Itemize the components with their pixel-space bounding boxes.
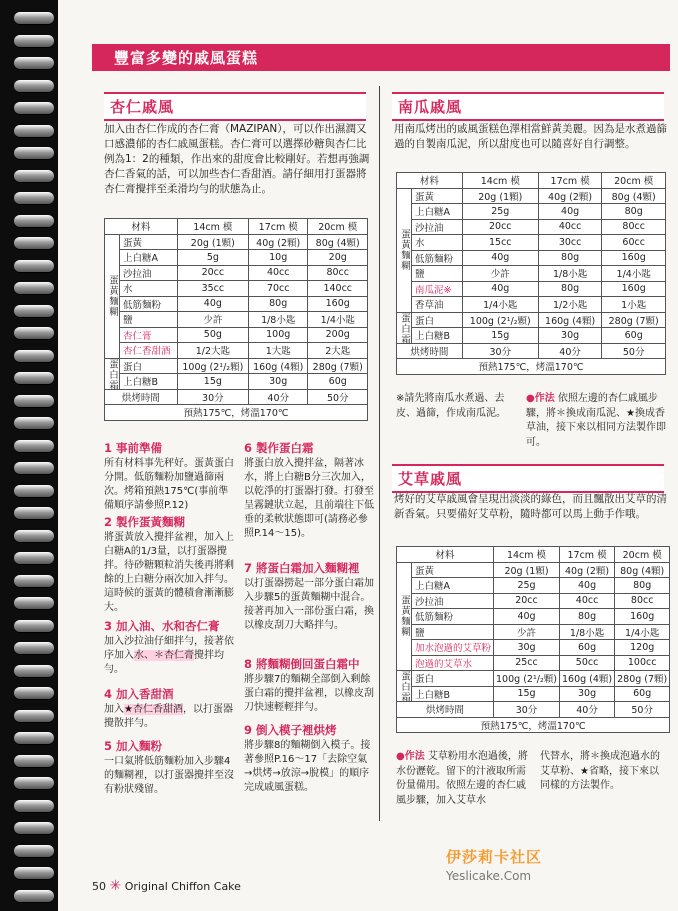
spiral-binding bbox=[0, 0, 58, 911]
watermark-community: 伊莎莉卡社区 bbox=[446, 848, 543, 866]
ingredient-name: 低筋麵粉 bbox=[120, 296, 178, 312]
ingredient-amount: 30g bbox=[538, 328, 602, 344]
binding-ring bbox=[14, 530, 54, 542]
pumpkin-recipe-table bbox=[396, 172, 666, 375]
table-row bbox=[105, 234, 368, 250]
ingredient-name: 蛋白 bbox=[120, 358, 178, 374]
ingredient-amount: 25g bbox=[462, 204, 538, 220]
bake-time-value: 50分 bbox=[602, 343, 666, 359]
group-label-white: 蛋白霜 bbox=[397, 671, 412, 702]
table-header-row bbox=[397, 547, 670, 563]
table-row bbox=[105, 281, 368, 297]
bake-time-value: 50分 bbox=[615, 702, 670, 718]
ingredient-amount: 80g bbox=[615, 578, 670, 594]
almond-title-bar bbox=[104, 92, 366, 121]
table-header-cell: 14cm 模 bbox=[494, 547, 560, 563]
mugwort-method-right: 代替水，將＊換成泡過水的艾草粉、★省略，接下來以同樣的方法製作。 bbox=[540, 751, 660, 791]
binding-ring bbox=[14, 57, 54, 69]
preheat-note: 預熱175℃，烤溫170℃ bbox=[397, 359, 666, 375]
ingredient-amount: 80g (4顆) bbox=[308, 234, 368, 250]
ingredient-amount: 30g bbox=[494, 640, 560, 656]
table-header-cell: 17cm 模 bbox=[559, 547, 614, 563]
ingredient-name: 蛋黃 bbox=[412, 188, 463, 204]
mugwort-title: 艾草戚風 bbox=[398, 470, 463, 488]
ingredient-name: 上白糖A bbox=[412, 578, 494, 594]
ingredient-amount: 20g (1顆) bbox=[177, 234, 248, 250]
binding-ring bbox=[14, 12, 54, 24]
ingredient-amount: 100cc bbox=[615, 655, 670, 671]
ingredient-amount: 40g bbox=[538, 204, 602, 220]
bake-time-value: 30分 bbox=[177, 389, 248, 405]
ingredient-amount: 100g (2¹/₂顆) bbox=[177, 358, 248, 374]
pumpkin-method bbox=[526, 392, 666, 450]
ingredient-name: 加水泡過的艾草粉 bbox=[412, 640, 494, 656]
step-4-body bbox=[104, 703, 234, 731]
binding-ring bbox=[14, 372, 54, 384]
binding-ring bbox=[14, 35, 54, 47]
mugwort-title-bar bbox=[392, 464, 664, 493]
step-7-body: 以打蛋器撈起一部分蛋白霜加入步驟5的蛋黃麵糊中混合。接著再加入一部份蛋白霜，換以橡皮刮刀大略拌勻。 bbox=[244, 578, 374, 631]
ingredient-name: 杏仁香甜酒 bbox=[120, 343, 178, 359]
mugwort-recipe-table bbox=[396, 546, 670, 733]
ingredient-amount: 少許 bbox=[462, 266, 538, 282]
step-2-title: 2 製作蛋黃麵糊 bbox=[104, 515, 186, 529]
ingredient-name: 鹽 bbox=[412, 624, 494, 640]
binding-ring bbox=[14, 440, 54, 452]
bake-time-value: 40分 bbox=[559, 702, 614, 718]
ingredient-amount: 40g (2顆) bbox=[559, 562, 614, 578]
ingredient-amount: 15cc bbox=[462, 235, 538, 251]
mugwort-intro: 烤好的艾草戚風會呈現出淡淡的綠色，而且飄散出艾草的清新香氣。只要備好艾草粉，隨時都可以馬上動手作哦。 bbox=[394, 493, 667, 520]
ingredient-amount: 1/4小匙 bbox=[462, 297, 538, 313]
ingredient-amount: 160g bbox=[602, 281, 666, 297]
ingredient-amount: 40g bbox=[462, 281, 538, 297]
table-header-cell: 17cm 模 bbox=[538, 173, 602, 189]
asterisk-icon: ✳ bbox=[109, 878, 122, 894]
step-9-body: 將步驟8的麵糊倒入模子。接著參照P.16～17「去除空氣→烘烤→放涼→脫模」的順序完成戚風蛋糕。 bbox=[244, 740, 371, 793]
ingredient-amount: 1/4小匙 bbox=[602, 266, 666, 282]
table-header-row bbox=[105, 219, 368, 235]
table-row bbox=[105, 265, 368, 281]
ingredient-amount: 100g (2¹/₂顆) bbox=[462, 312, 538, 328]
bake-time-value: 40分 bbox=[248, 389, 308, 405]
binding-ring bbox=[14, 170, 54, 182]
ingredient-amount: 30g bbox=[248, 374, 308, 390]
step-9-title: 9 倒入模子裡烘烤 bbox=[244, 723, 337, 737]
ingredient-amount: 20cc bbox=[494, 593, 560, 609]
ingredient-name: 杏仁膏 bbox=[120, 327, 178, 343]
ingredient-name: 蛋黃 bbox=[120, 234, 178, 250]
step-8-body: 將步驟7的麵糊全部倒入剩餘蛋白霜的攪拌盆裡，以橡皮刮刀快速輕輕拌勻。 bbox=[244, 674, 374, 713]
step-5 bbox=[104, 738, 234, 797]
ingredient-amount: 1/2小匙 bbox=[538, 297, 602, 313]
table-header-cell: 材料 bbox=[397, 173, 463, 189]
ingredient-amount: 1/8小匙 bbox=[538, 266, 602, 282]
step-6-title: 6 製作蛋白霜 bbox=[244, 441, 314, 455]
ingredient-amount: 1大匙 bbox=[248, 343, 308, 359]
ingredient-amount: 1小匙 bbox=[602, 297, 666, 313]
step-5-body: 一口氣將低筋麵粉加入步驟4的麵糊裡，以打蛋器攪拌至沒有粉狀殘留。 bbox=[104, 756, 234, 795]
almond-title: 杏仁戚風 bbox=[110, 98, 175, 116]
ingredient-amount: 25g bbox=[494, 578, 560, 594]
step-4-text-a: 加入 bbox=[104, 704, 124, 715]
table-row bbox=[397, 281, 666, 297]
ingredient-amount: 20g (1顆) bbox=[462, 188, 538, 204]
ingredient-amount: 160g bbox=[308, 296, 368, 312]
step-4-text-b: ，以打蛋器攪散拌勻。 bbox=[104, 704, 233, 729]
page-footer bbox=[92, 878, 241, 894]
binding-ring bbox=[14, 125, 54, 137]
binding-ring bbox=[14, 575, 54, 587]
table-row bbox=[397, 328, 666, 344]
step-7-title: 7 將蛋白霜加入麵糊裡 bbox=[244, 561, 360, 575]
ingredient-amount: 40g (2顆) bbox=[248, 234, 308, 250]
binding-ring bbox=[14, 552, 54, 564]
table-row bbox=[397, 235, 666, 251]
table-header-cell: 材料 bbox=[397, 547, 494, 563]
footer-title: Original Chiffon Cake bbox=[124, 880, 241, 893]
ingredient-amount: 30g bbox=[559, 686, 614, 702]
ingredient-name: 沙拉油 bbox=[412, 219, 463, 235]
ingredient-amount: 15g bbox=[177, 374, 248, 390]
step-3-text-a: 加入沙拉油仔細拌勻，接著依序加入 bbox=[104, 636, 234, 661]
binding-ring bbox=[14, 237, 54, 249]
ingredient-amount: 80g bbox=[602, 204, 666, 220]
step-4-title: 4 加入香甜酒 bbox=[104, 687, 174, 701]
ingredient-amount: 80g bbox=[559, 609, 614, 625]
table-row bbox=[105, 327, 368, 343]
ingredient-amount: 少許 bbox=[177, 312, 248, 328]
ingredient-amount: 60g bbox=[615, 686, 670, 702]
ingredient-name: 上白糖B bbox=[412, 328, 463, 344]
binding-ring bbox=[14, 507, 54, 519]
ingredient-amount: 140cc bbox=[308, 281, 368, 297]
ingredient-amount: 2大匙 bbox=[308, 343, 368, 359]
mugwort-method-text-a: 艾草粉用水泡過後，將水份瀝乾。留下的汁液取所需份量備用。依照左邊的杏仁戚風步驟，加入艾草水 bbox=[396, 751, 528, 806]
step-3-highlight: 水、＊杏仁膏 bbox=[134, 650, 194, 661]
ingredient-name: 上白糖B bbox=[412, 686, 494, 702]
ingredient-name: 蛋黃 bbox=[412, 562, 494, 578]
ingredient-amount: 120g bbox=[615, 640, 670, 656]
step-3-text-b: 攪拌均勻。 bbox=[104, 650, 224, 675]
preheat-row bbox=[397, 359, 666, 375]
table-header-row bbox=[397, 173, 666, 189]
binding-ring bbox=[14, 642, 54, 654]
table-header-cell: 材料 bbox=[105, 219, 178, 235]
table-row bbox=[105, 250, 368, 266]
table-row bbox=[397, 204, 666, 220]
ingredient-name: 香草油 bbox=[412, 297, 463, 313]
binding-ring bbox=[14, 462, 54, 474]
ingredient-amount: 5g bbox=[177, 250, 248, 266]
pumpkin-method-label: ●作法 bbox=[526, 393, 555, 404]
step-3 bbox=[104, 618, 234, 677]
ingredient-amount: 80g (4顆) bbox=[602, 188, 666, 204]
step-3-title: 3 加入油、水和杏仁膏 bbox=[104, 619, 220, 633]
pumpkin-title: 南瓜戚風 bbox=[398, 98, 463, 116]
ingredient-amount: 100g bbox=[248, 327, 308, 343]
page-number: 50 bbox=[92, 880, 106, 893]
step-6 bbox=[244, 440, 374, 541]
step-4 bbox=[104, 686, 234, 731]
ingredient-amount: 80cc bbox=[602, 219, 666, 235]
step-1-title: 1 事前準備 bbox=[104, 441, 163, 455]
binding-ring bbox=[14, 327, 54, 339]
ingredient-amount: 20g (1顆) bbox=[494, 562, 560, 578]
binding-ring bbox=[14, 260, 54, 272]
ingredient-name: 沙拉油 bbox=[412, 593, 494, 609]
bake-time-row bbox=[397, 343, 666, 359]
ingredient-amount: 40cc bbox=[248, 265, 308, 281]
ingredient-amount: 70cc bbox=[248, 281, 308, 297]
ingredient-amount: 80g bbox=[248, 296, 308, 312]
ingredient-amount: 25cc bbox=[494, 655, 560, 671]
binding-ring bbox=[14, 867, 54, 879]
ingredient-amount: 160g (4顆) bbox=[248, 358, 308, 374]
table-row bbox=[397, 219, 666, 235]
table-header-cell: 17cm 模 bbox=[248, 219, 308, 235]
ingredient-amount: 40g bbox=[177, 296, 248, 312]
bake-time-value: 30分 bbox=[462, 343, 538, 359]
almond-recipe-table bbox=[104, 218, 368, 421]
step-8-title: 8 將麵糊倒回蛋白霜中 bbox=[244, 657, 360, 671]
table-row bbox=[105, 312, 368, 328]
ingredient-amount: 160g bbox=[615, 609, 670, 625]
binding-ring bbox=[14, 800, 54, 812]
preheat-note: 預熱175℃，烤溫170℃ bbox=[397, 717, 670, 733]
bake-time-value: 50分 bbox=[308, 389, 368, 405]
ingredient-amount: 1/4小匙 bbox=[308, 312, 368, 328]
step-5-title: 5 加入麵粉 bbox=[104, 739, 163, 753]
almond-intro: 加入由杏仁作成的杏仁膏（MAZIPAN），可以作出濕潤又口感濃郁的杏仁戚風蛋糕。杏仁膏可以選擇砂糖與杏仁比例為1：2的種類，作出來的甜度會比較剛好。若想再強調杏仁香氣的話，可以加些杏仁香甜酒。請仔細用打蛋器將杏仁膏攪拌至柔滑均勻的狀態為止。 bbox=[104, 123, 370, 195]
table-header-cell: 20cm 模 bbox=[615, 547, 670, 563]
ingredient-amount: 40g bbox=[494, 609, 560, 625]
table-row bbox=[397, 578, 670, 594]
ingredient-amount: 20cc bbox=[177, 265, 248, 281]
ingredient-name: 水 bbox=[412, 235, 463, 251]
binding-ring bbox=[14, 822, 54, 834]
step-2 bbox=[104, 514, 234, 615]
ingredient-name: 南瓜泥※ bbox=[412, 281, 463, 297]
banner-title: 豐富多變的戚風蛋糕 bbox=[114, 49, 259, 67]
ingredient-amount: 15g bbox=[462, 328, 538, 344]
group-label-yolk: 蛋黃麵糊 bbox=[397, 562, 412, 671]
pumpkin-note: ※請先將南瓜水煮過、去皮、過篩，作成南瓜泥。 bbox=[396, 393, 506, 419]
ingredient-amount: 1/2大匙 bbox=[177, 343, 248, 359]
table-row bbox=[397, 609, 670, 625]
ingredient-amount: 200g bbox=[308, 327, 368, 343]
bake-time-row bbox=[397, 702, 670, 718]
ingredient-amount: 80g bbox=[538, 281, 602, 297]
ingredient-amount: 1/8小匙 bbox=[559, 624, 614, 640]
ingredient-amount: 80g bbox=[538, 250, 602, 266]
ingredient-amount: 160g bbox=[602, 250, 666, 266]
table-header-cell: 20cm 模 bbox=[602, 173, 666, 189]
column-divider bbox=[379, 86, 380, 821]
page bbox=[92, 0, 678, 911]
group-label-yolk: 蛋黃麵糊 bbox=[397, 188, 412, 312]
binding-ring bbox=[14, 305, 54, 317]
ingredient-amount: 40g (2顆) bbox=[538, 188, 602, 204]
ingredient-amount: 80g (4顆) bbox=[615, 562, 670, 578]
binding-ring bbox=[14, 732, 54, 744]
ingredient-name: 水 bbox=[120, 281, 178, 297]
ingredient-amount: 80cc bbox=[615, 593, 670, 609]
ingredient-amount: 15g bbox=[494, 686, 560, 702]
ingredient-amount: 60cc bbox=[602, 235, 666, 251]
table-row bbox=[105, 358, 368, 374]
mugwort-method-left bbox=[396, 750, 534, 808]
step-8 bbox=[244, 656, 374, 715]
binding-ring bbox=[14, 350, 54, 362]
bake-time-label: 烘烤時間 bbox=[397, 343, 463, 359]
ingredient-amount: 40g bbox=[462, 250, 538, 266]
ingredient-amount: 60g bbox=[602, 328, 666, 344]
table-row bbox=[397, 686, 670, 702]
binding-ring bbox=[14, 845, 54, 857]
ingredient-amount: 30cc bbox=[538, 235, 602, 251]
table-row bbox=[397, 297, 666, 313]
ingredient-amount: 60g bbox=[308, 374, 368, 390]
step-2-body: 將蛋黃放入攪拌盆裡，加入上白糖A的1/3量，以打蛋器攪拌。待砂糖顆粒消失後再將剩餘的上白糖分兩次加入拌勻。這時候的蛋黃的體積會漸漸膨大。 bbox=[104, 532, 234, 613]
ingredient-name: 上白糖A bbox=[412, 204, 463, 220]
ingredient-amount: 280g (7顆) bbox=[308, 358, 368, 374]
binding-ring bbox=[14, 395, 54, 407]
ingredient-amount: 280g (7顆) bbox=[615, 671, 670, 687]
step-1 bbox=[104, 440, 234, 513]
ingredient-name: 蛋白 bbox=[412, 312, 463, 328]
binding-ring bbox=[14, 485, 54, 497]
table-row bbox=[397, 562, 670, 578]
binding-ring bbox=[14, 597, 54, 609]
binding-ring bbox=[14, 192, 54, 204]
binding-ring bbox=[14, 215, 54, 227]
binding-ring bbox=[14, 620, 54, 632]
binding-ring bbox=[14, 687, 54, 699]
mugwort-method-label: ●作法 bbox=[396, 751, 425, 762]
ingredient-amount: 20g bbox=[308, 250, 368, 266]
binding-ring bbox=[14, 417, 54, 429]
step-7 bbox=[244, 560, 374, 633]
binding-ring bbox=[14, 777, 54, 789]
binding-ring bbox=[14, 890, 54, 902]
table-row bbox=[105, 374, 368, 390]
ingredient-amount: 10g bbox=[248, 250, 308, 266]
pumpkin-title-bar bbox=[392, 92, 664, 121]
ingredient-name: 鹽 bbox=[412, 266, 463, 282]
ingredient-amount: 20cc bbox=[462, 219, 538, 235]
binding-ring bbox=[14, 665, 54, 677]
step-4-highlight: ★杏仁香甜酒 bbox=[124, 704, 183, 715]
group-label-white: 蛋白霜 bbox=[397, 312, 412, 343]
watermark-url: Yeslicake.Com bbox=[446, 869, 532, 883]
group-label-white: 蛋白霜 bbox=[105, 358, 120, 389]
ingredient-amount: 100g (2¹/₂顆) bbox=[494, 671, 560, 687]
preheat-row bbox=[105, 405, 368, 421]
ingredient-name: 上白糖A bbox=[120, 250, 178, 266]
bake-time-label: 烘烤時間 bbox=[105, 389, 178, 405]
section-banner bbox=[92, 44, 670, 71]
table-row bbox=[397, 640, 670, 656]
table-row bbox=[397, 250, 666, 266]
ingredient-name: 沙拉油 bbox=[120, 265, 178, 281]
ingredient-amount: 50cc bbox=[559, 655, 614, 671]
ingredient-amount: 1/8小匙 bbox=[248, 312, 308, 328]
step-1-body: 所有材料事先秤好。蛋黃蛋白分開。低筋麵粉加鹽過篩兩次。烤箱預熱175℃(事前準備順序請參照P.12) bbox=[104, 458, 234, 511]
ingredient-name: 低筋麵粉 bbox=[412, 250, 463, 266]
ingredient-name: 上白糖B bbox=[120, 374, 178, 390]
table-row bbox=[105, 343, 368, 359]
step-6-body: 將蛋白放入攪拌盆，隔著冰水，將上白糖B分三次加入，以乾淨的打蛋器打發。打發至呈霧鏈狀立起，且前端往下低垂的柔軟狀態即可(請務必參照P.14～15)。 bbox=[244, 458, 374, 539]
table-header-cell: 14cm 模 bbox=[462, 173, 538, 189]
binding-ring bbox=[14, 80, 54, 92]
ingredient-amount: 35cc bbox=[177, 281, 248, 297]
ingredient-amount: 60g bbox=[559, 640, 614, 656]
table-row bbox=[397, 624, 670, 640]
preheat-row bbox=[397, 717, 670, 733]
ingredient-amount: 80cc bbox=[308, 265, 368, 281]
ingredient-amount: 40cc bbox=[559, 593, 614, 609]
binding-ring bbox=[14, 282, 54, 294]
ingredient-amount: 280g (7顆) bbox=[602, 312, 666, 328]
binding-ring bbox=[14, 710, 54, 722]
table-row bbox=[397, 593, 670, 609]
binding-ring bbox=[14, 755, 54, 767]
pumpkin-intro: 用南瓜烤出的戚風蛋糕色澤相當鮮黃美麗。因為是水煮過篩過的自製南瓜泥，所以甜度也可以隨喜好自行調整。 bbox=[394, 123, 667, 150]
ingredient-amount: 40g bbox=[559, 578, 614, 594]
table-row bbox=[397, 655, 670, 671]
step-3-body bbox=[104, 635, 234, 677]
step-9 bbox=[244, 722, 374, 795]
ingredient-amount: 1/4小匙 bbox=[615, 624, 670, 640]
bake-time-row bbox=[105, 389, 368, 405]
ingredient-amount: 50g bbox=[177, 327, 248, 343]
ingredient-name: 鹽 bbox=[120, 312, 178, 328]
pumpkin-method-text: 依照左邊的杏仁戚風步驟，將＊換成南瓜泥、★換成香草油，接下來以相同方法製作即可。 bbox=[526, 393, 666, 448]
ingredient-amount: 160g (4顆) bbox=[559, 671, 614, 687]
ingredient-name: 低筋麵粉 bbox=[412, 609, 494, 625]
ingredient-name: 泡過的艾草水 bbox=[412, 655, 494, 671]
ingredient-name: 蛋白 bbox=[412, 671, 494, 687]
bake-time-value: 30分 bbox=[494, 702, 560, 718]
table-row bbox=[105, 296, 368, 312]
table-header-cell: 20cm 模 bbox=[308, 219, 368, 235]
table-header-cell: 14cm 模 bbox=[177, 219, 248, 235]
table-row bbox=[397, 671, 670, 687]
table-row bbox=[397, 266, 666, 282]
ingredient-amount: 少許 bbox=[494, 624, 560, 640]
binding-ring bbox=[14, 147, 54, 159]
ingredient-amount: 160g (4顆) bbox=[538, 312, 602, 328]
ingredient-amount: 40cc bbox=[538, 219, 602, 235]
bake-time-value: 40分 bbox=[538, 343, 602, 359]
bake-time-label: 烘烤時間 bbox=[397, 702, 494, 718]
binding-ring bbox=[14, 102, 54, 114]
table-row bbox=[397, 312, 666, 328]
table-row bbox=[397, 188, 666, 204]
preheat-note: 預熱175℃，烤溫170℃ bbox=[105, 405, 368, 421]
group-label-yolk: 蛋黃麵糊 bbox=[105, 234, 120, 358]
